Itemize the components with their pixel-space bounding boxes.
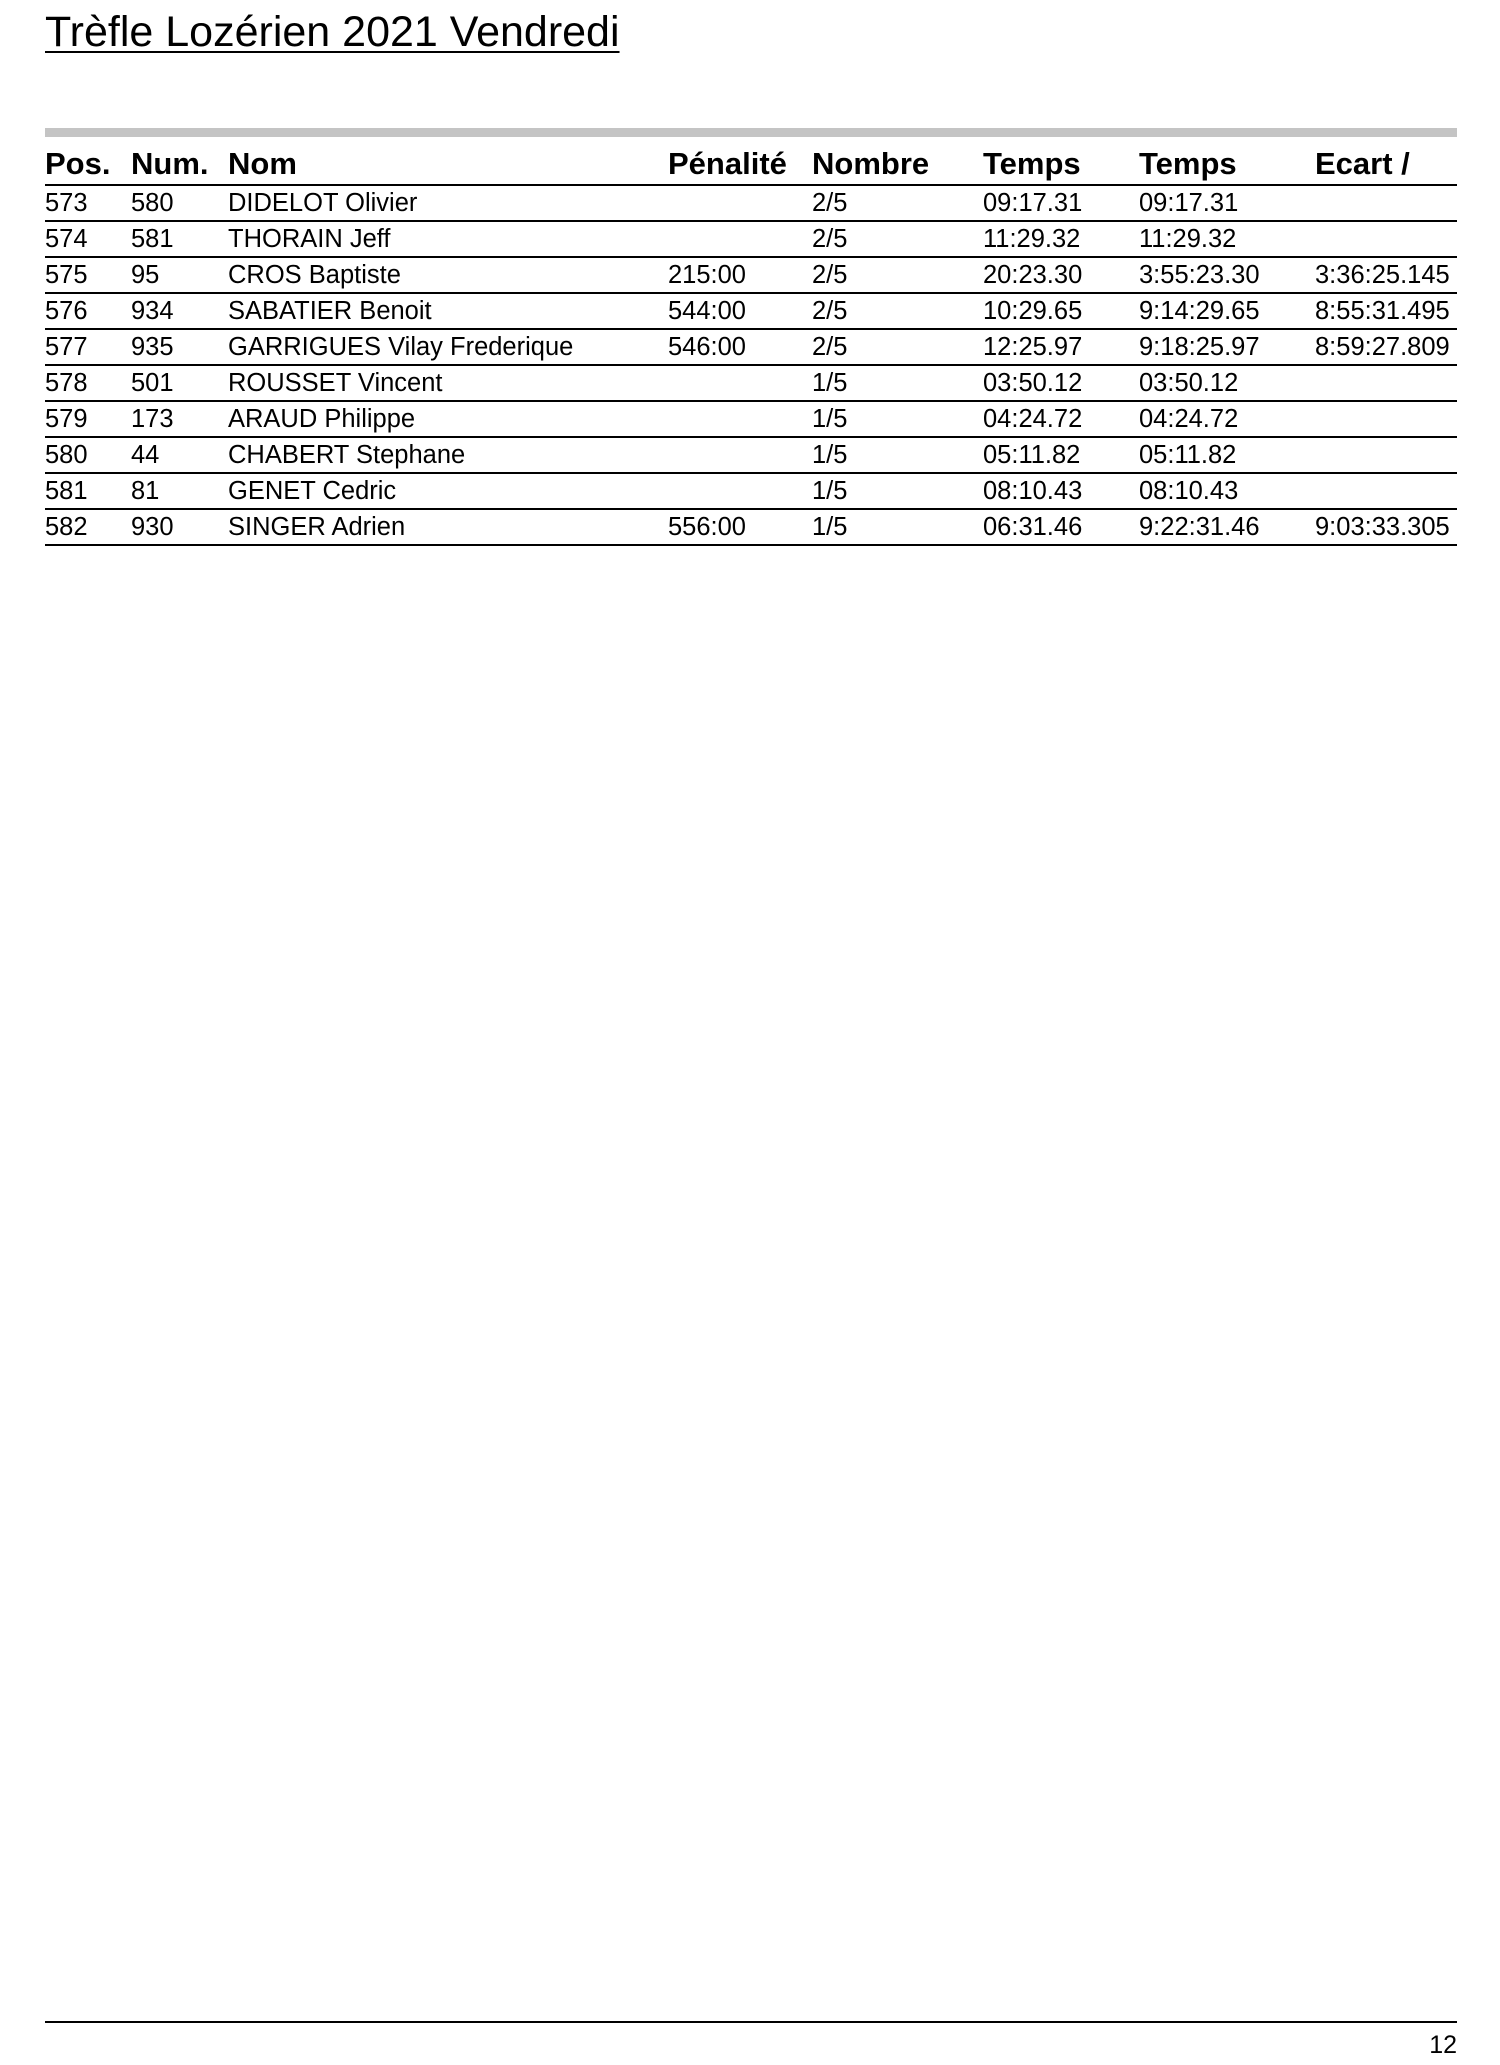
table-row (45, 473, 1457, 509)
page-number: 12 (1429, 2031, 1457, 2059)
cell-nom: SINGER Adrien (228, 509, 668, 545)
col-header-ecart: Ecart / (1315, 142, 1457, 185)
table-row (45, 221, 1457, 257)
cell-temps1: 03:50.12 (983, 365, 1139, 401)
cell-nombre: 1/5 (812, 365, 983, 401)
cell-penalite: 215:00 (668, 257, 812, 293)
table-row (45, 185, 1457, 221)
cell-ecart (1315, 365, 1457, 401)
cell-nombre: 2/5 (812, 329, 983, 365)
cell-pos: 579 (45, 401, 131, 437)
col-header-num: Num. (131, 142, 228, 185)
table-row (45, 293, 1457, 329)
cell-temps2: 3:55:23.30 (1139, 257, 1315, 293)
col-header-penalite: Pénalité (668, 142, 812, 185)
table-row (45, 365, 1457, 401)
cell-ecart (1315, 401, 1457, 437)
cell-temps1: 20:23.30 (983, 257, 1139, 293)
cell-pos: 573 (45, 185, 131, 221)
table-row (45, 401, 1457, 437)
cell-temps1: 09:17.31 (983, 185, 1139, 221)
cell-num: 95 (131, 257, 228, 293)
cell-nombre: 2/5 (812, 185, 983, 221)
cell-ecart: 9:03:33.305 (1315, 509, 1457, 545)
table-header-row (45, 142, 1457, 185)
cell-temps2: 04:24.72 (1139, 401, 1315, 437)
cell-temps2: 11:29.32 (1139, 221, 1315, 257)
cell-num: 581 (131, 221, 228, 257)
cell-ecart: 8:55:31.495 (1315, 293, 1457, 329)
header-divider (45, 128, 1457, 137)
cell-temps1: 04:24.72 (983, 401, 1139, 437)
cell-num: 935 (131, 329, 228, 365)
cell-temps2: 9:22:31.46 (1139, 509, 1315, 545)
cell-num: 930 (131, 509, 228, 545)
cell-nom: CROS Baptiste (228, 257, 668, 293)
cell-nom: SABATIER Benoit (228, 293, 668, 329)
cell-num: 501 (131, 365, 228, 401)
cell-pos: 577 (45, 329, 131, 365)
cell-nombre: 1/5 (812, 401, 983, 437)
col-header-temps: Temps (983, 142, 1139, 185)
col-header-nom: Nom (228, 142, 668, 185)
cell-penalite (668, 473, 812, 509)
cell-nom: ARAUD Philippe (228, 401, 668, 437)
cell-pos: 582 (45, 509, 131, 545)
cell-ecart (1315, 221, 1457, 257)
table-row (45, 257, 1457, 293)
cell-temps2: 03:50.12 (1139, 365, 1315, 401)
cell-nom: CHABERT Stephane (228, 437, 668, 473)
cell-nom: ROUSSET Vincent (228, 365, 668, 401)
results-table (45, 142, 1457, 546)
cell-ecart: 8:59:27.809 (1315, 329, 1457, 365)
table-row (45, 329, 1457, 365)
cell-nom: THORAIN Jeff (228, 221, 668, 257)
cell-pos: 574 (45, 221, 131, 257)
cell-penalite (668, 221, 812, 257)
cell-temps2: 09:17.31 (1139, 185, 1315, 221)
col-header-nombre: Nombre (812, 142, 983, 185)
cell-nombre: 2/5 (812, 221, 983, 257)
cell-penalite (668, 401, 812, 437)
cell-temps1: 05:11.82 (983, 437, 1139, 473)
cell-num: 81 (131, 473, 228, 509)
cell-penalite (668, 365, 812, 401)
cell-temps1: 12:25.97 (983, 329, 1139, 365)
cell-nombre: 2/5 (812, 293, 983, 329)
page-title: Trèfle Lozérien 2021 Vendredi (45, 8, 620, 56)
cell-temps1: 10:29.65 (983, 293, 1139, 329)
cell-ecart (1315, 473, 1457, 509)
cell-penalite: 544:00 (668, 293, 812, 329)
cell-ecart: 3:36:25.145 (1315, 257, 1457, 293)
cell-num: 580 (131, 185, 228, 221)
cell-pos: 576 (45, 293, 131, 329)
cell-nombre: 2/5 (812, 257, 983, 293)
cell-penalite: 556:00 (668, 509, 812, 545)
cell-temps1: 06:31.46 (983, 509, 1139, 545)
cell-num: 934 (131, 293, 228, 329)
cell-nom: DIDELOT Olivier (228, 185, 668, 221)
footer-divider (45, 2021, 1457, 2023)
cell-nombre: 1/5 (812, 473, 983, 509)
table-row (45, 437, 1457, 473)
cell-temps2: 9:18:25.97 (1139, 329, 1315, 365)
col-header-pos: Pos. (45, 142, 131, 185)
cell-temps1: 11:29.32 (983, 221, 1139, 257)
cell-temps2: 05:11.82 (1139, 437, 1315, 473)
cell-num: 44 (131, 437, 228, 473)
cell-num: 173 (131, 401, 228, 437)
cell-penalite (668, 185, 812, 221)
cell-temps1: 08:10.43 (983, 473, 1139, 509)
cell-pos: 580 (45, 437, 131, 473)
cell-pos: 578 (45, 365, 131, 401)
cell-temps2: 08:10.43 (1139, 473, 1315, 509)
cell-temps2: 9:14:29.65 (1139, 293, 1315, 329)
cell-ecart (1315, 437, 1457, 473)
col-header-temps-total: Temps (1139, 142, 1315, 185)
cell-nom: GARRIGUES Vilay Frederique (228, 329, 668, 365)
cell-nom: GENET Cedric (228, 473, 668, 509)
cell-penalite (668, 437, 812, 473)
cell-nombre: 1/5 (812, 509, 983, 545)
cell-pos: 581 (45, 473, 131, 509)
cell-ecart (1315, 185, 1457, 221)
cell-pos: 575 (45, 257, 131, 293)
table-row (45, 509, 1457, 545)
cell-penalite: 546:00 (668, 329, 812, 365)
cell-nombre: 1/5 (812, 437, 983, 473)
